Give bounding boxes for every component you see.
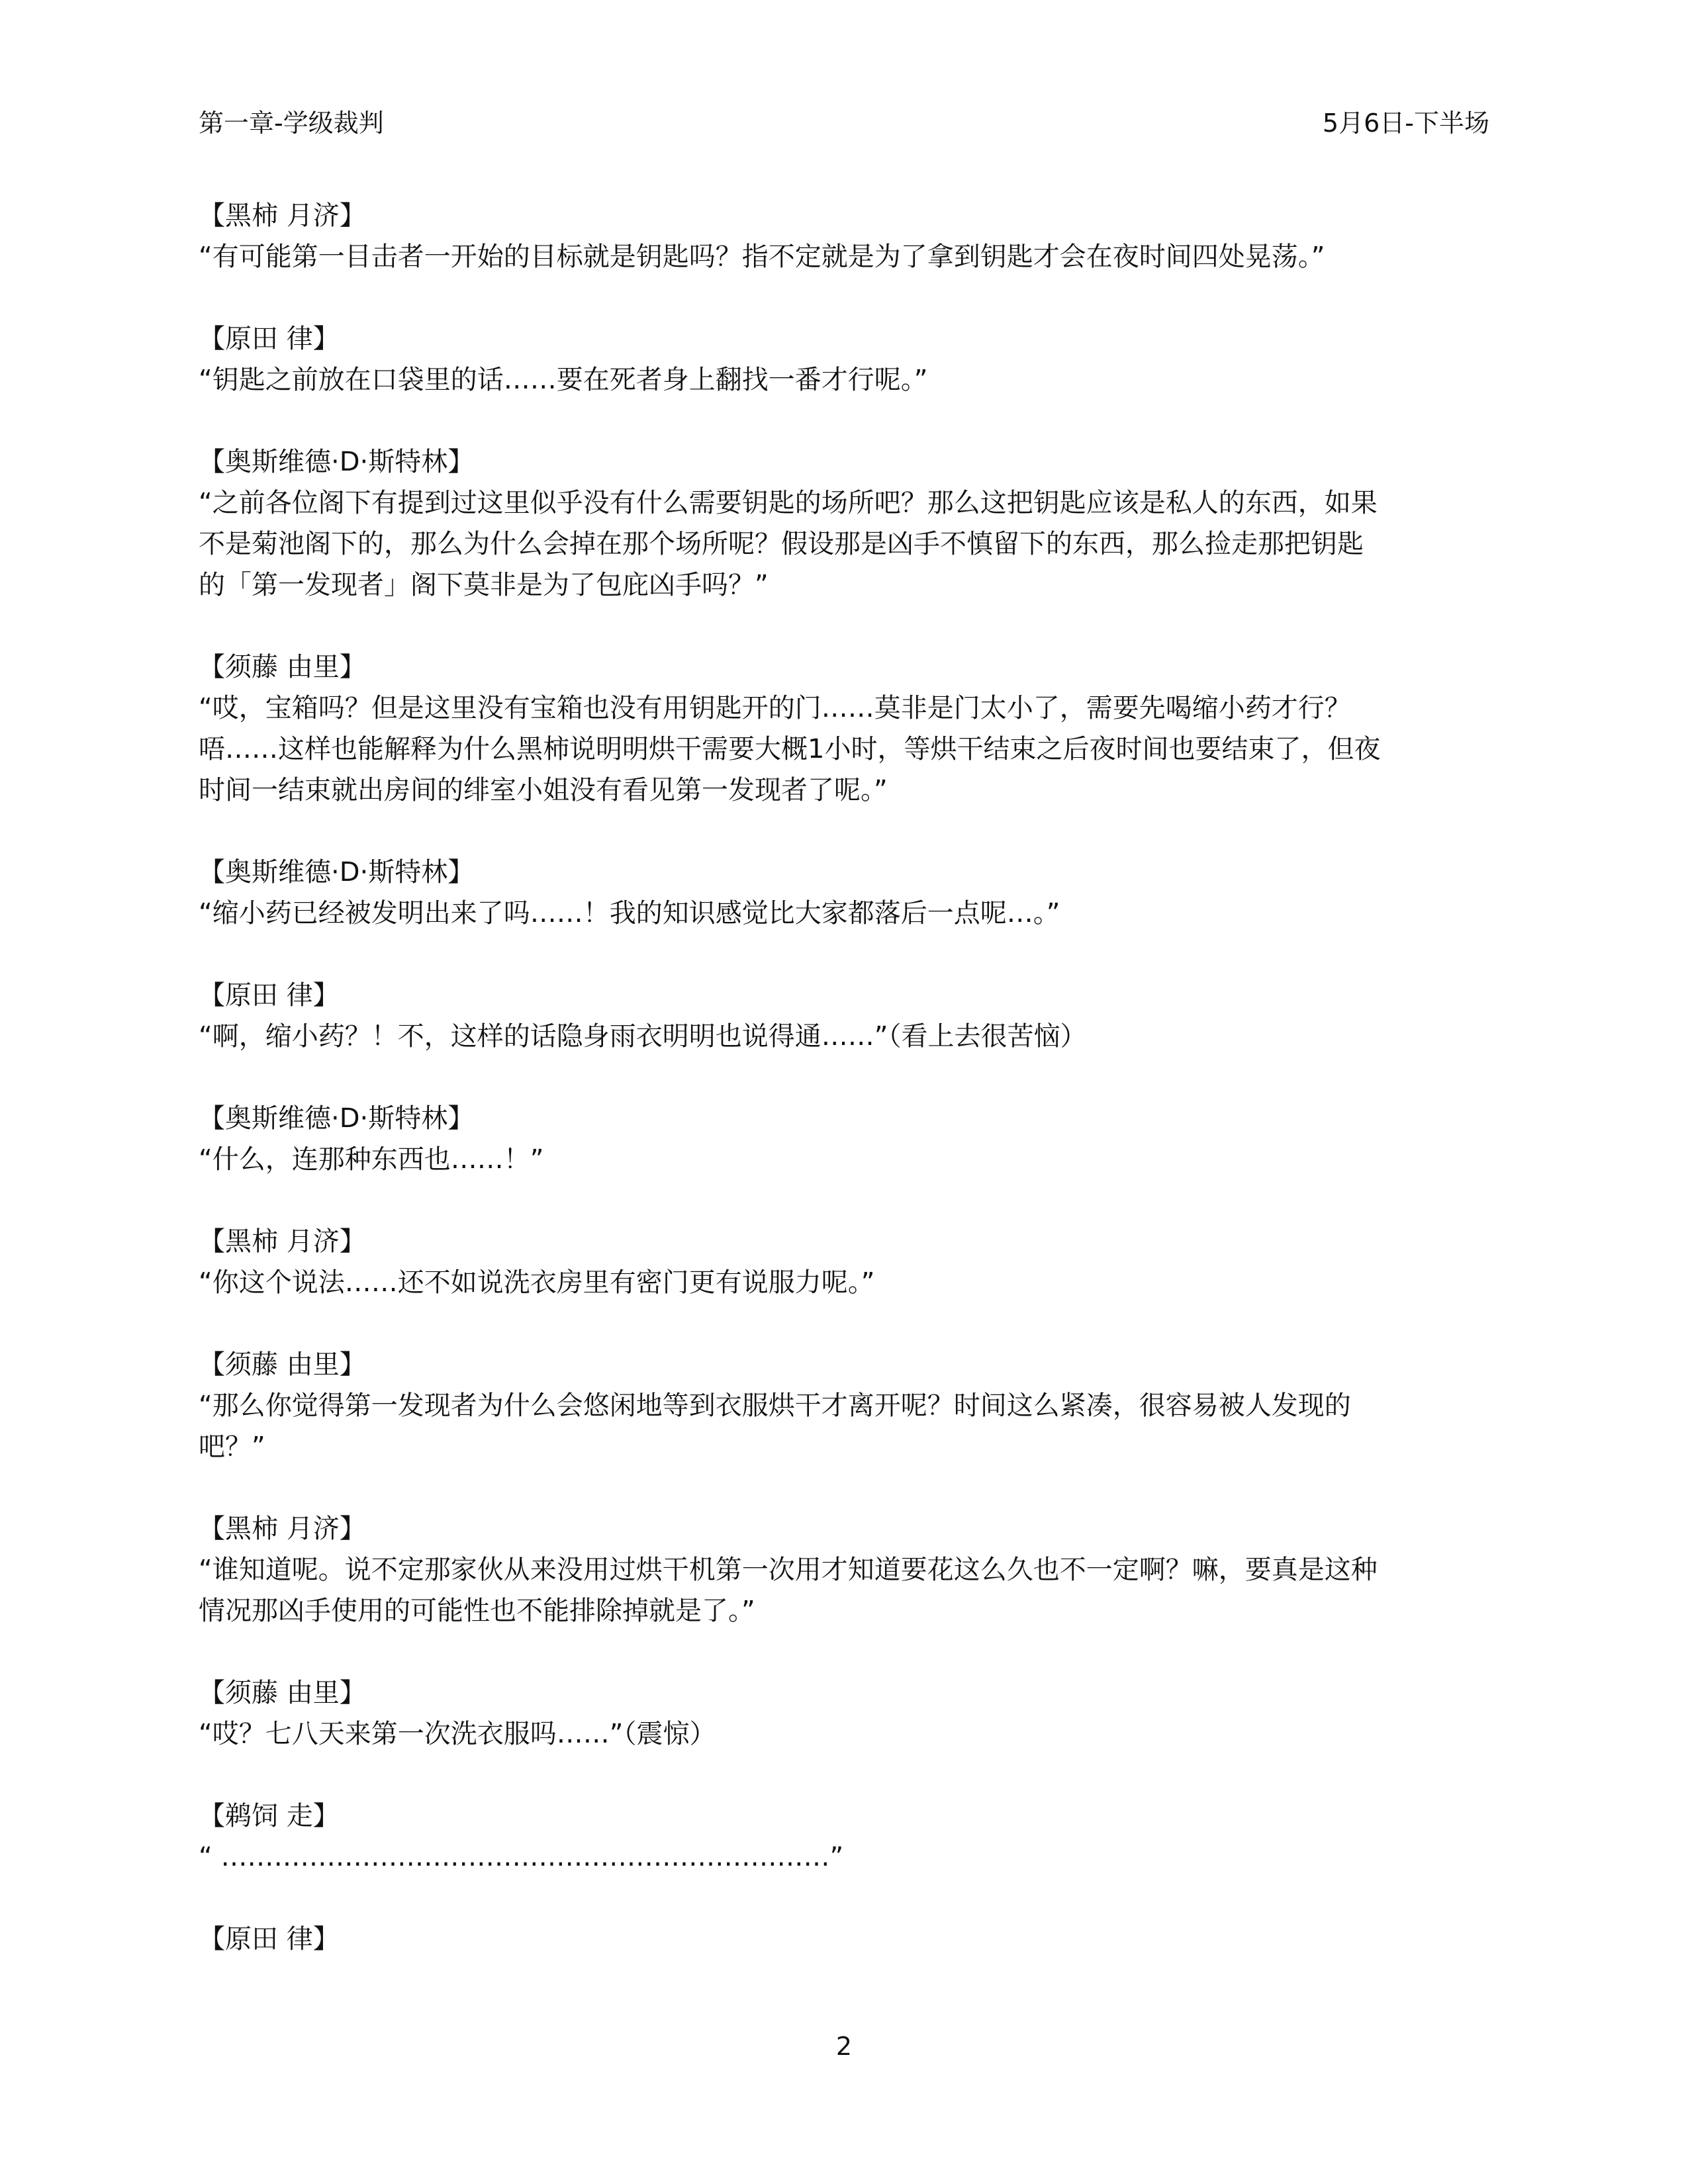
dialogue-line: 唔……这样也能解释为什么黑柿说明明烘干需要大概1小时，等烘干结束之后夜时间也要结束了，但夜 — [199, 734, 1381, 764]
dialogue-entry — [199, 1672, 1489, 1754]
dialogue-line: “那么你觉得第一发现者为什么会悠闲地等到衣服烘干才离开呢？时间这么紧凑，很容易被人发现的 — [199, 1390, 1351, 1421]
dialogue-entry — [199, 1344, 1489, 1467]
dialogue-line: 不是菊池阁下的，那么为什么会掉在那个场所呢？假设那是凶手不慎留下的东西，那么捡走那把钥匙 — [199, 529, 1364, 559]
dialogue-line: “有可能第一目击者一开始的目标就是钥匙吗？指不定就是为了拿到钥匙才会在夜时间四处晃荡。” — [199, 242, 1325, 272]
dialogue-line: “缩小药已经被发明出来了吗……！我的知识感觉比大家都落后一点呢…。” — [199, 898, 1060, 929]
scene-date: 5月6日-下半场 — [1322, 108, 1489, 138]
dialogue-entry — [199, 441, 1489, 606]
dialogue-entry — [199, 1221, 1489, 1303]
dialogue-line: “谁知道呢。说不定那家伙从来没用过烘干机第一次用才知道要花这么久也不一定啊？嘛，要真是这种 — [199, 1555, 1378, 1585]
dialogue-entry — [199, 647, 1489, 811]
speaker-name: 【须藤 由里】 — [199, 652, 366, 682]
dialogue-line: “ ……………………………………………………………” — [199, 1842, 844, 1872]
dialogue-line: 时间一结束就出房间的绯室小姐没有看见第一发现者了呢。” — [199, 775, 888, 805]
page-header — [199, 101, 1489, 140]
dialogue-line: 吧？” — [199, 1432, 265, 1462]
dialogue-line: “之前各位阁下有提到过这里似乎没有什么需要钥匙的场所吧？那么这把钥匙应该是私人的东西，如果 — [199, 488, 1378, 518]
dialogue-entry — [199, 1796, 1489, 1878]
dialogue-line: “什么，连那种东西也……！” — [199, 1144, 544, 1175]
dialogue-entry — [199, 1919, 1489, 1960]
speaker-name: 【黑柿 月济】 — [199, 201, 366, 231]
speaker-name: 【黑柿 月济】 — [199, 1226, 366, 1257]
dialogue-line: “钥匙之前放在口袋里的话……要在死者身上翻找一番才行呢。” — [199, 365, 928, 395]
speaker-name: 【鹈饲 走】 — [199, 1801, 340, 1831]
dialogue-line: “哎？七八天来第一次洗衣服吗……”（震惊） — [199, 1719, 716, 1749]
dialogue-entry — [199, 318, 1489, 400]
speaker-name: 【奥斯维德·D·斯特林】 — [199, 857, 475, 887]
speaker-name: 【奥斯维德·D·斯特林】 — [199, 447, 475, 477]
dialogue-entry — [199, 852, 1489, 934]
dialogue-entry — [199, 975, 1489, 1057]
dialogue-entry — [199, 195, 1489, 277]
page-number: 2 — [835, 2032, 853, 2061]
dialogue-entry — [199, 1098, 1489, 1180]
dialogue-body — [199, 195, 1489, 2001]
dialogue-entry — [199, 1508, 1489, 1631]
speaker-name: 【原田 律】 — [199, 1924, 340, 1954]
speaker-name: 【须藤 由里】 — [199, 1678, 366, 1708]
speaker-name: 【原田 律】 — [199, 324, 340, 354]
dialogue-line: “啊，缩小药？！不，这样的话隐身雨衣明明也说得通……”（看上去很苦恼） — [199, 1021, 1087, 1052]
dialogue-line: 情况那凶手使用的可能性也不能排除掉就是了。” — [199, 1596, 755, 1626]
speaker-name: 【黑柿 月济】 — [199, 1514, 366, 1544]
speaker-name: 【奥斯维德·D·斯特林】 — [199, 1103, 475, 1134]
dialogue-line: “你这个说法……还不如说洗衣房里有密门更有说服力呢。” — [199, 1267, 875, 1298]
dialogue-line: “哎，宝箱吗？但是这里没有宝箱也没有用钥匙开的门……莫非是门太小了，需要先喝缩小药才行？ — [199, 693, 1351, 723]
speaker-name: 【须藤 由里】 — [199, 1349, 366, 1380]
dialogue-line: 的「第一发现者」阁下莫非是为了包庇凶手吗？” — [199, 570, 769, 600]
chapter-title: 第一章-学级裁判 — [199, 108, 384, 138]
speaker-name: 【原田 律】 — [199, 980, 340, 1011]
